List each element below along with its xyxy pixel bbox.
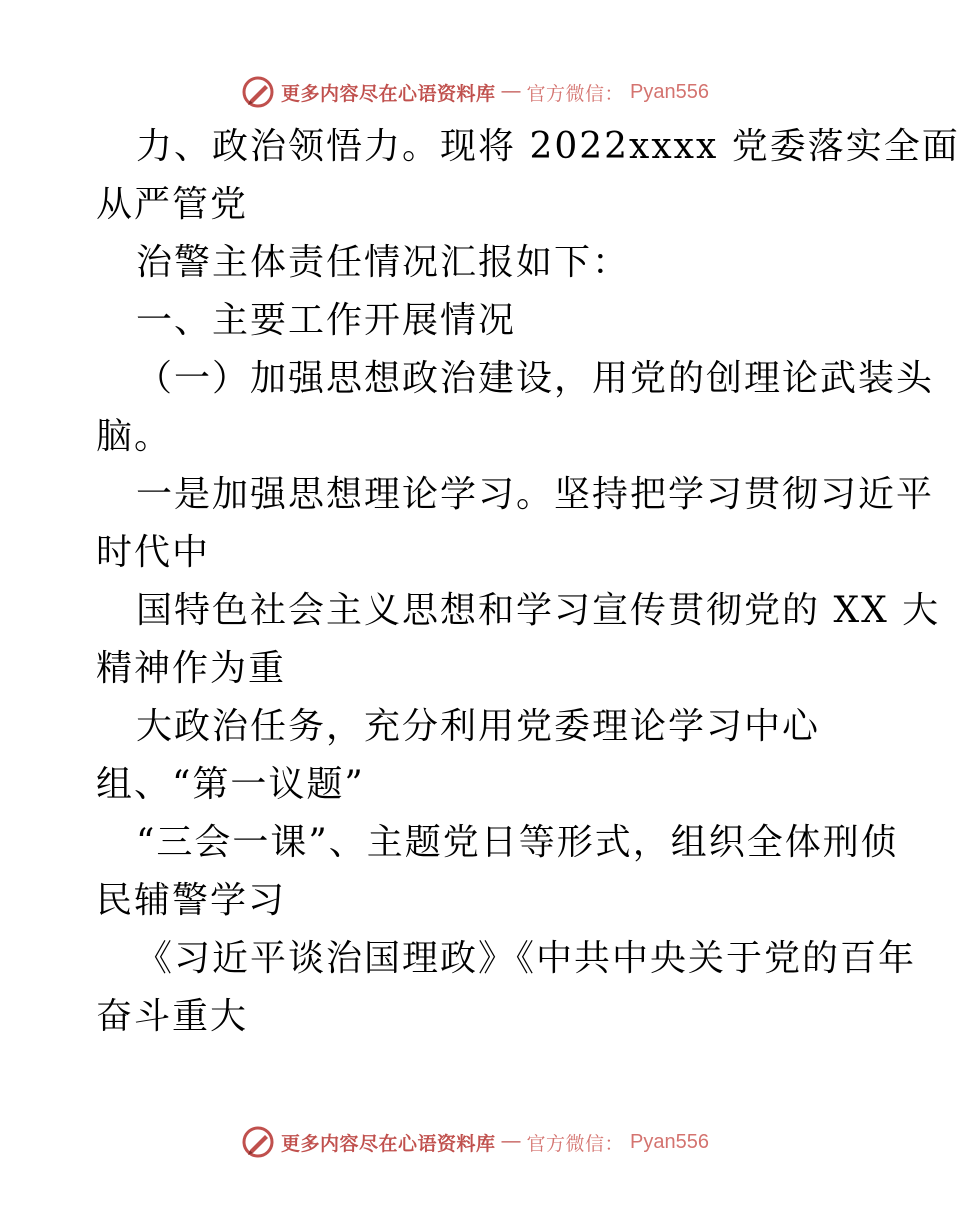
section-heading: 一、主要工作开展情况: [136, 300, 517, 341]
text-line: 民辅警学习: [96, 880, 287, 921]
watermark-contact-label: 官方微信：: [526, 83, 625, 105]
text-line: “三会一课”、主题党日等形式，组织全体刑侦: [136, 822, 899, 863]
text-line: 力、政治领悟力。现将 2022xxxx 党委落实全面: [136, 126, 960, 167]
document-body: [96, 118, 960, 1046]
pen-circle-logo-icon: [241, 75, 275, 109]
pen-circle-logo-icon: [241, 1125, 275, 1159]
watermark-contact-label: 官方微信：: [526, 1133, 625, 1155]
text-line: 一是加强思想理论学习。坚持把学习贯彻习近平: [136, 474, 935, 515]
watermark-site-text: 更多内容尽在心语资料库: [281, 83, 496, 105]
text-line: 《习近平谈治国理政》《中共中央关于党的百年: [136, 938, 917, 979]
watermark-separator: —: [501, 1131, 521, 1152]
text-line: 奋斗重大: [96, 996, 249, 1037]
watermark-separator: —: [501, 81, 521, 102]
text-line: 时代中: [96, 532, 211, 573]
watermark-contact-id: Pyan556: [630, 1130, 709, 1153]
text-line: 精神作为重: [96, 648, 287, 689]
watermark-site-text: 更多内容尽在心语资料库: [281, 1133, 496, 1155]
footer-watermark: [0, 1122, 950, 1162]
text-line: 脑。: [96, 416, 173, 457]
text-line: 大政治任务，充分利用党委理论学习中心: [136, 706, 821, 747]
text-line: 从严管党: [96, 184, 249, 225]
header-watermark: [0, 72, 950, 112]
text-line: 治警主体责任情况汇报如下：: [136, 242, 631, 283]
text-line: 组、“第一议题”: [96, 764, 365, 805]
text-line: 国特色社会主义思想和学习宣传贯彻党的 XX 大: [136, 590, 941, 631]
subsection-heading: （一）加强思想政治建设，用党的创理论武装头: [136, 358, 935, 399]
watermark-contact-id: Pyan556: [630, 80, 709, 103]
